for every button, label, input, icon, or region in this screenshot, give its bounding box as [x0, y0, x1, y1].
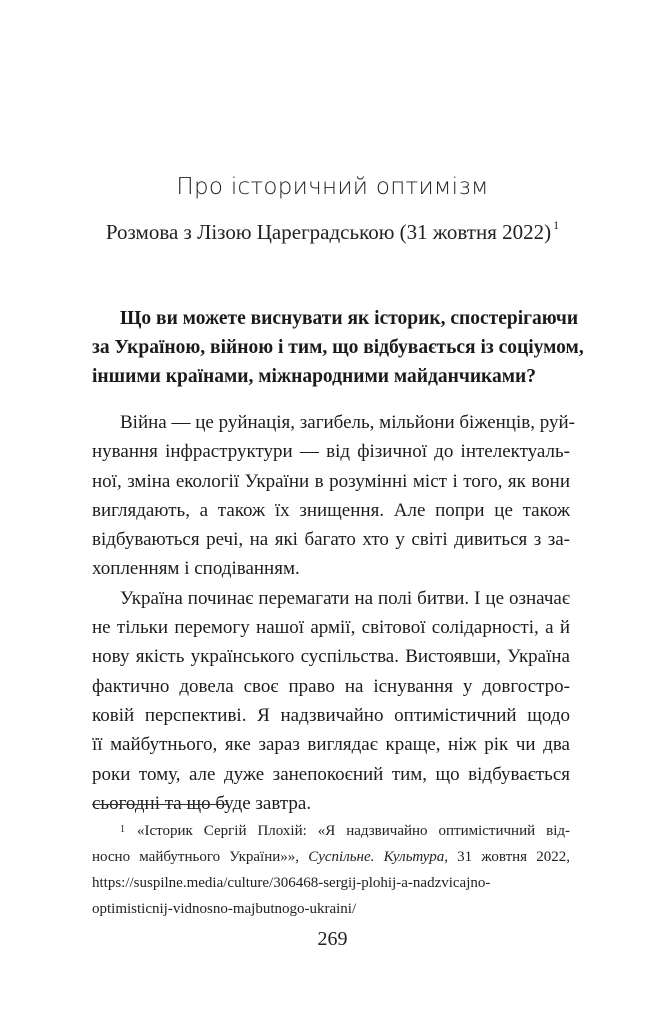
- question-line: іншими країнами, міжнародними майданчиками?: [92, 366, 537, 387]
- chapter-subtitle-text: Розмова з Лізою Цареградською (31 жовтня 2022): [105, 220, 552, 244]
- paragraph-line: нування інфраструктури — від фізичної до інтелектуаль-: [92, 441, 570, 463]
- chapter-title: Про історичний оптимізм: [176, 174, 489, 200]
- paragraph-line: фактично довела своє право на існування у довгостро-: [92, 675, 570, 697]
- interview-question: [92, 304, 584, 391]
- footnote-text: «Історик Сергій Плохій: «Я надзвичайно оптимістичний від-: [137, 823, 570, 839]
- question-line: за Україною, війною і тим, що відбувається із соціумом,: [92, 337, 584, 358]
- paragraph-line: ковій перспективі. Я надзвичайно оптимістичний щодо: [92, 704, 570, 726]
- paragraph-line: не тільки перемогу нашої армії, світової солідарності, а й: [92, 617, 570, 639]
- paragraph: [92, 584, 570, 818]
- paragraph-line: хопленням і сподіванням.: [92, 558, 300, 580]
- paragraph-line: Війна — це руйнація, загибель, мільйони біженців, руй-: [120, 412, 575, 433]
- paragraph-line: сьогодні та що буде завтра.: [92, 792, 312, 814]
- footnote-line: [92, 818, 570, 844]
- footnote-source-title: Суспільне. Культура: [308, 849, 445, 865]
- footnote-url-line[interactable]: optimisticnij-vidnosno-majbutnogo-ukraini/: [92, 901, 357, 917]
- footnote-url-line[interactable]: https://suspilne.media/culture/306468-sergij-plohij-a-nadzvicajno-: [92, 875, 491, 891]
- paragraph-line: відбуваються речі, на які багато хто у світі дивиться з за-: [92, 529, 570, 551]
- footnote-divider: [92, 804, 228, 805]
- paragraph-line: ної, зміна екології України в розумінні міст і того, як вони: [92, 470, 570, 492]
- footnote-mark: 1: [120, 824, 125, 835]
- page-number: 269: [317, 928, 348, 950]
- footnote: [92, 818, 570, 922]
- footnote-line: [92, 844, 570, 870]
- paragraph-line: її майбутнього, яке зараз виглядає краще, ніж рік чи два: [92, 734, 570, 756]
- paragraph-line: Україна починає перемагати на полі битви. І це означає: [120, 587, 570, 609]
- answer-text: [92, 408, 575, 818]
- paragraph-line: виглядають, а також їх знищення. Але попри це також: [92, 499, 570, 521]
- paragraph-line: роки тому, але дуже занепокоєний тим, що відбувається: [92, 763, 570, 785]
- paragraph: [92, 408, 575, 584]
- paragraph-line: нову якість українського суспільства. Вистоявши, Україна: [92, 646, 570, 668]
- chapter-subtitle: [0, 220, 665, 245]
- footnote-date: , 31 жовтня 2022,: [444, 849, 570, 865]
- question-line: Що ви можете виснувати як історик, спостерігаючи: [120, 308, 579, 329]
- footnote-reference[interactable]: 1: [553, 218, 560, 232]
- footnote-text: носно майбутнього України»»,: [92, 849, 309, 865]
